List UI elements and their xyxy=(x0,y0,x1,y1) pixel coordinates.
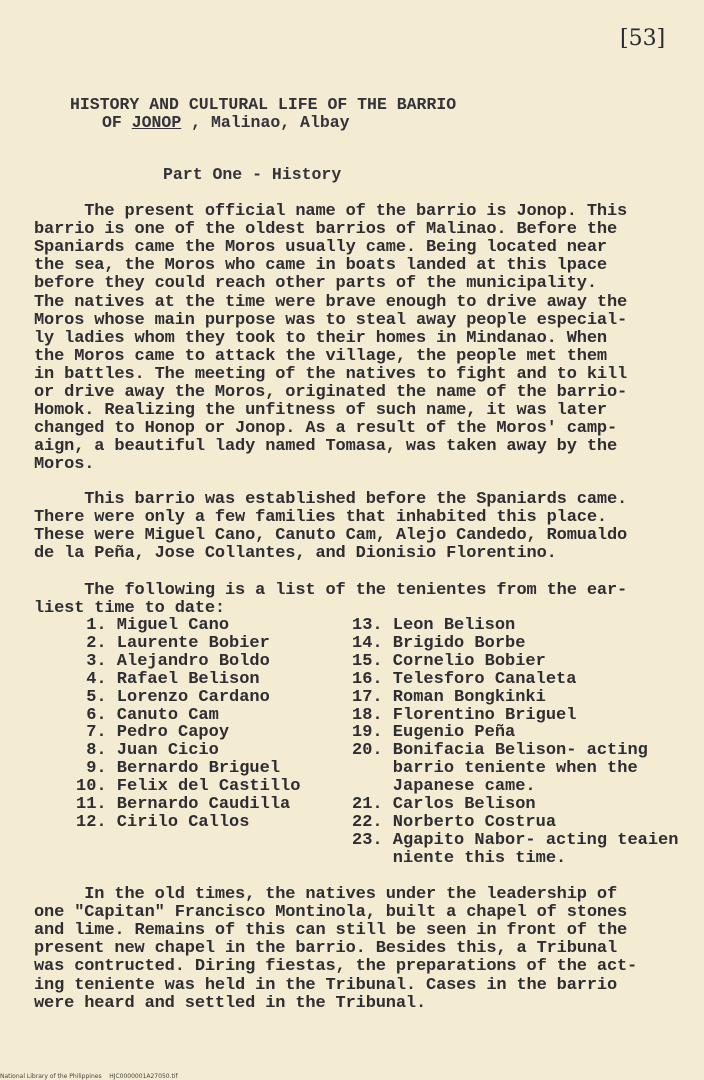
text-line: In the old times, the natives under the leadership of xyxy=(34,885,617,904)
text-line: The present official name of the barrio is Jonop. This xyxy=(34,202,628,221)
text-line: 18. Florentino Briguel xyxy=(352,705,577,725)
text-line: or drive away the Moros, originated the name of the barrio- xyxy=(34,383,628,402)
text-line: and lime. Remains of this can still be seen in front of the xyxy=(34,921,628,941)
text-line: 19. Eugenio Peña xyxy=(352,723,516,743)
text-line: This barrio was established before the Spaniards came. xyxy=(34,490,628,509)
text-line: the sea, the Moros who came in boats landed at this lpace xyxy=(34,256,607,276)
text-line: de la Peña, Jose Collantes, and Dionisio Florentino. xyxy=(34,544,557,564)
text-line: These were Miguel Cano, Canuto Cam, Alejo Candedo, Romualdo xyxy=(34,526,628,546)
part-heading: Part One - History xyxy=(163,165,342,184)
text-line: The natives at the time were brave enough to drive away the xyxy=(34,292,628,312)
text-line: ing teniente was held in the Tribunal. Cases in the barrio xyxy=(34,975,617,995)
archive-footer: National Library of the Philippines HJC0000001A27050.tif xyxy=(0,1073,178,1080)
text-line: 15. Cornelio Bobier xyxy=(352,651,546,671)
text-line: 10. Felix del Castillo xyxy=(76,777,301,797)
title-line-2 xyxy=(102,113,350,132)
text-line: one "Capitan" Francisco Montinola, built a chapel of stones xyxy=(34,903,628,923)
page-number: [53] xyxy=(620,26,666,51)
text-line: barrio is one of the oldest barrios of Malinao. Before the xyxy=(34,220,617,240)
text-line: 1. Miguel Cano xyxy=(76,616,230,635)
text-line: 23. Agapito Nabor- acting teaien xyxy=(352,830,679,850)
text-line: was contructed. Diring fiestas, the preparations of the act- xyxy=(34,957,638,977)
text-line: 7. Pedro Capoy xyxy=(76,723,230,743)
text-line: 8. Juan Cicio xyxy=(76,741,219,761)
text-line: 9. Bernardo Briguel xyxy=(76,759,281,779)
text-line: 14. Brigido Borbe xyxy=(352,633,526,653)
text-line: aign, a beautiful lady named Tomasa, was taken away by the xyxy=(34,437,617,457)
text-line: 21. Carlos Belison xyxy=(352,795,536,814)
text-line: Homok. Realizing the unfitness of such name, it was later xyxy=(34,401,607,421)
title-suffix: , Malinao, Albay xyxy=(181,113,350,132)
title-prefix: OF xyxy=(102,113,132,132)
text-line: niente this time. xyxy=(352,848,567,868)
text-line: 22. Norberto Costrua xyxy=(352,812,557,832)
text-line: 6. Canuto Cam xyxy=(76,705,219,725)
text-line: 3. Alejandro Boldo xyxy=(76,651,270,671)
text-line: in battles. The meeting of the natives to fight and to kill xyxy=(34,364,628,384)
text-line: were heard and settled in the Tribunal. xyxy=(34,993,427,1013)
text-line: ly ladies whom they took to their homes in Mindanao. When xyxy=(34,328,607,348)
text-line: barrio teniente when the xyxy=(352,759,638,779)
text-line: The following is a list of the tenientes from the ear- xyxy=(34,581,628,600)
text-line: 13. Leon Belison xyxy=(352,616,516,635)
text-line: 5. Lorenzo Cardano xyxy=(76,687,270,707)
title-line-1: HISTORY AND CULTURAL LIFE OF THE BARRIO xyxy=(70,95,457,114)
text-line: Japanese came. xyxy=(352,777,536,797)
text-line: 16. Telesforo Canaleta xyxy=(352,669,577,689)
text-line: Moros. xyxy=(34,455,95,475)
text-line: 17. Roman Bongkinki xyxy=(352,687,546,707)
text-line: 20. Bonifacia Belison- acting xyxy=(352,741,648,761)
text-line: There were only a few families that inhabited this place. xyxy=(34,508,607,528)
text-line: 11. Bernardo Caudilla xyxy=(76,795,291,814)
text-line: changed to Honop or Jonop. As a result of the Moros' camp- xyxy=(34,419,617,439)
barrio-name: JONOP xyxy=(131,113,182,132)
text-line: 4. Rafael Belison xyxy=(76,669,260,689)
text-line: 2. Laurente Bobier xyxy=(76,633,270,653)
text-line: the Moros came to attack the village, the people met them xyxy=(34,346,607,366)
text-line: before they could reach other parts of the municipality. xyxy=(34,274,597,294)
text-line: liest time to date: xyxy=(34,599,225,619)
text-line: Moros whose main purpose was to steal away people especial- xyxy=(34,310,628,330)
text-line: Spaniards came the Moros usually came. Being located near xyxy=(34,238,607,258)
text-line: present new chapel in the barrio. Besides this, a Tribunal xyxy=(34,939,617,959)
text-line: 12. Cirilo Callos xyxy=(76,812,250,832)
